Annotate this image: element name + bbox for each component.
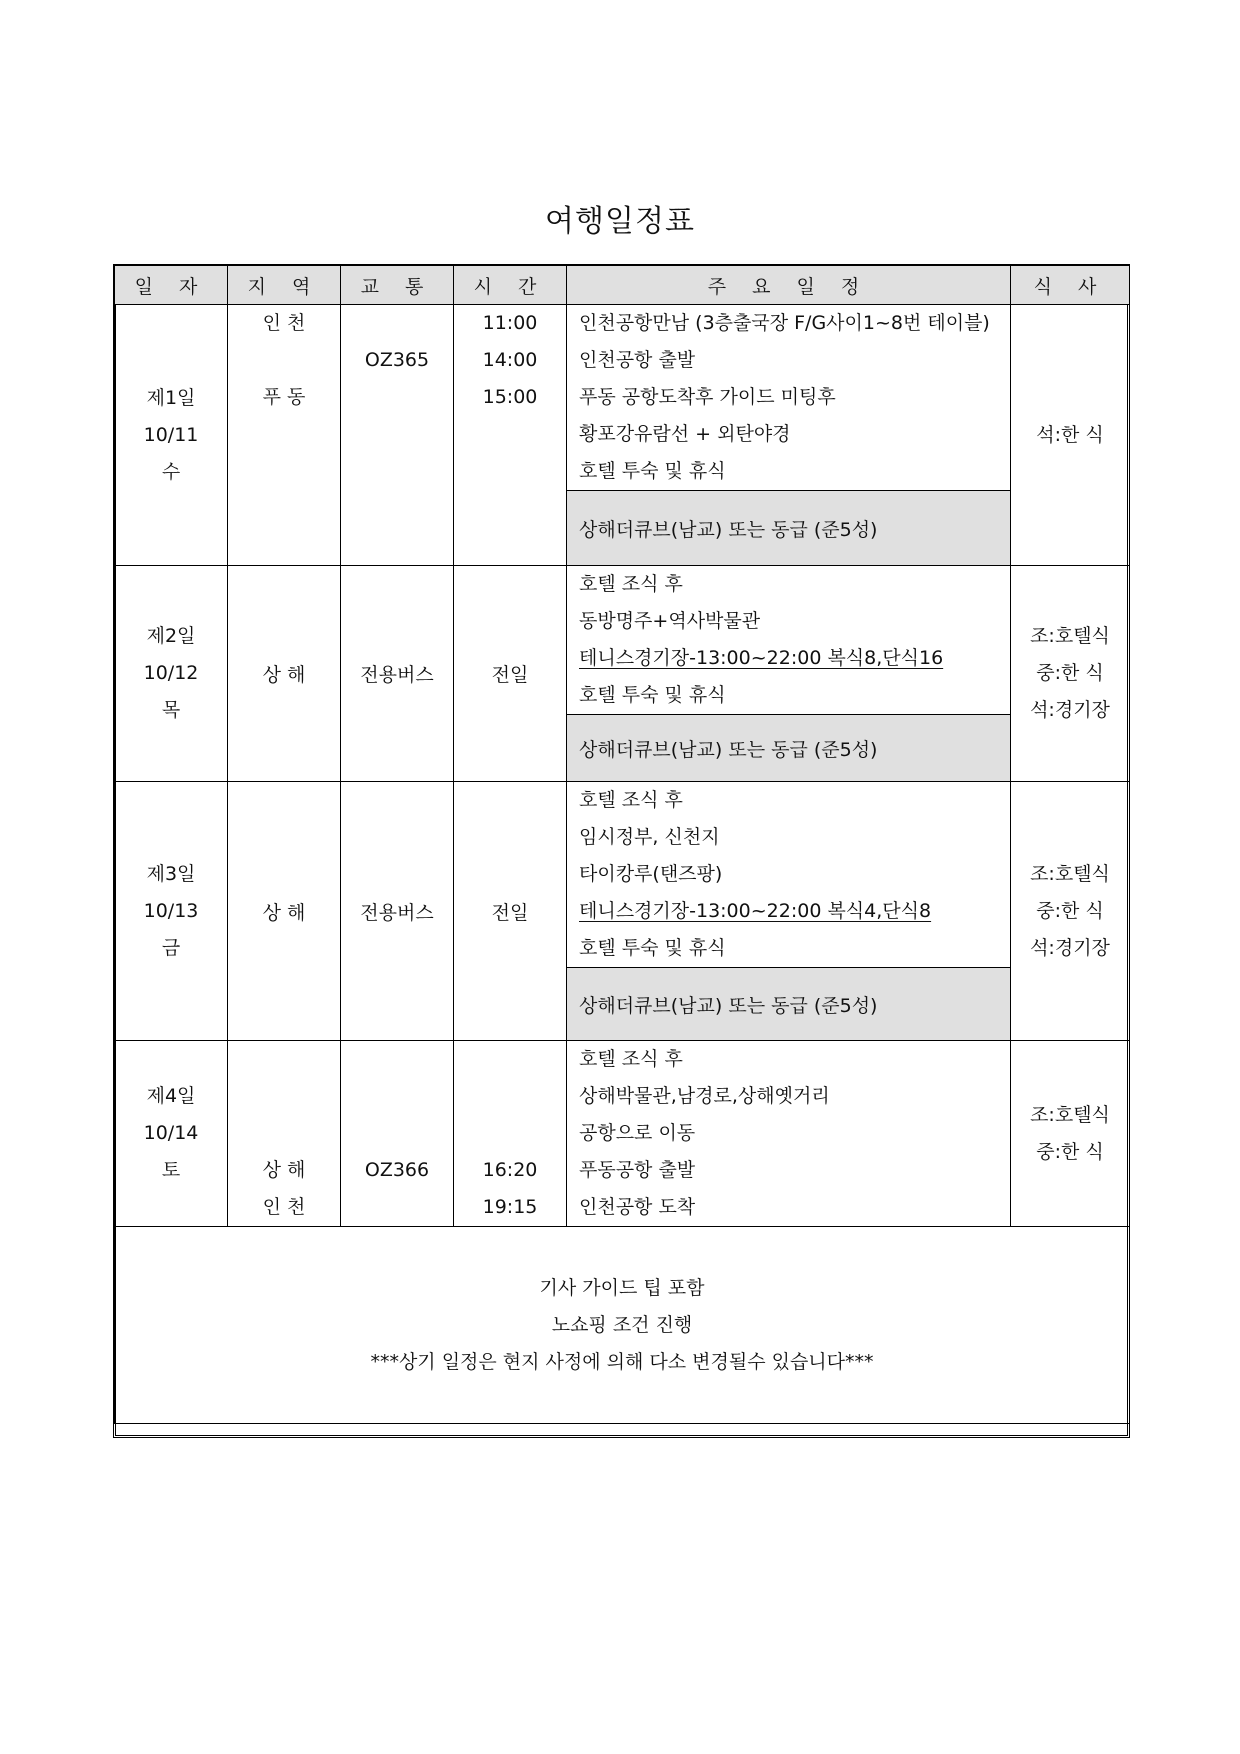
day-4-date: 10/14 xyxy=(143,1122,199,1144)
day-4-label: 제4일 xyxy=(146,1085,196,1107)
day-2-meals-cell xyxy=(1011,566,1130,782)
day-4-meal: 중:한 식 xyxy=(1036,1141,1104,1163)
day-1-time-1: 11:00 xyxy=(482,312,538,334)
footer-note-shopping: 노쇼핑 조건 진행 xyxy=(551,1313,693,1336)
day-1-transport-2: OZ365 xyxy=(364,349,430,371)
day-2-item: 호텔 조식 후 xyxy=(579,573,683,595)
day-1-region-1: 인 천 xyxy=(262,312,306,334)
day-4-item: 인천공항 도착 xyxy=(579,1196,696,1218)
day-4-time-cell xyxy=(454,1041,567,1227)
day-4-schedule-cell xyxy=(567,1041,1011,1227)
day-4-item: 호텔 조식 후 xyxy=(579,1048,683,1070)
day-2-date: 10/12 xyxy=(143,662,199,684)
day-2-transport: 전용버스 xyxy=(341,566,454,782)
day-3-date: 10/13 xyxy=(143,899,199,922)
day-2-row xyxy=(115,566,1130,715)
day-3-meal: 석:경기장 xyxy=(1030,936,1110,959)
day-3-item: 테니스경기장-13:00~22:00 복식4,단식8 xyxy=(579,900,932,922)
day-3-item: 타이캉루(탠즈팡) xyxy=(579,863,723,885)
day-1-weekday: 수 xyxy=(161,460,181,483)
day-4-time-1: 16:20 xyxy=(482,1159,538,1181)
day-1-transport-1 xyxy=(341,305,453,342)
footer-note-disclaimer: ***상기 일정은 현지 사정에 의해 다소 변경될수 있습니다*** xyxy=(370,1350,874,1373)
day-3-label: 제3일 xyxy=(146,862,196,885)
day-3-item: 호텔 투숙 및 휴식 xyxy=(579,937,726,959)
day-4-transport-cell xyxy=(341,1041,454,1227)
day-2-schedule-cell xyxy=(567,566,1011,715)
day-4-item: 상해박물관,남경로,상해옛거리 xyxy=(579,1085,830,1107)
day-4-time-2: 19:15 xyxy=(482,1196,538,1218)
day-1-region-2 xyxy=(228,342,340,379)
day-1-transport-cell xyxy=(341,305,454,566)
header-date: 일 자 xyxy=(115,266,228,305)
day-3-date-cell xyxy=(115,782,228,1041)
day-3-region: 상 해 xyxy=(228,782,341,1041)
day-2-meal: 석:경기장 xyxy=(1030,699,1110,721)
day-1-date: 10/11 xyxy=(143,423,199,446)
day-3-item: 호텔 조식 후 xyxy=(579,789,683,811)
day-1-schedule-cell xyxy=(567,305,1011,491)
header-row xyxy=(115,266,1130,305)
day-2-item: 호텔 투숙 및 휴식 xyxy=(579,684,726,706)
day-3-meal: 중:한 식 xyxy=(1036,899,1104,922)
page-title: 여행일정표 xyxy=(545,204,695,239)
day-2-label: 제2일 xyxy=(146,625,196,647)
day-1-item: 인천공항만남 (3층출국장 F/G사이1~8번 테이블) xyxy=(579,312,990,334)
day-3-transport: 전용버스 xyxy=(341,782,454,1041)
day-1-region-3: 푸 동 xyxy=(262,386,306,408)
header-schedule: 주 요 일 정 xyxy=(567,266,1011,305)
day-4-item: 공항으로 이동 xyxy=(579,1122,696,1144)
footer-note-tips: 기사 가이드 팁 포함 xyxy=(539,1276,705,1299)
day-3-item: 임시정부, 신천지 xyxy=(579,826,720,848)
day-2-hotel: 상해더큐브(남교) 또는 동급 (준5성) xyxy=(567,715,1011,782)
day-1-item: 인천공항 출발 xyxy=(579,349,696,371)
day-3-row xyxy=(115,782,1130,968)
day-4-date-cell xyxy=(115,1041,228,1227)
day-3-meals-cell xyxy=(1011,782,1130,1041)
day-2-meal: 중:한 식 xyxy=(1036,662,1104,684)
header-time: 시 간 xyxy=(454,266,567,305)
day-3-schedule-cell xyxy=(567,782,1011,968)
header-transport: 교 통 xyxy=(341,266,454,305)
day-1-meals-cell xyxy=(1011,305,1130,566)
itinerary-table xyxy=(114,265,1130,1424)
day-4-transport: OZ366 xyxy=(364,1159,430,1181)
day-1-hotel: 상해더큐브(남교) 또는 동급 (준5성) xyxy=(567,491,1011,566)
day-4-row xyxy=(115,1041,1130,1227)
day-1-time-cell xyxy=(454,305,567,566)
day-2-item: 동방명주+역사박물관 xyxy=(579,610,761,632)
day-4-item: 푸동공항 출발 xyxy=(579,1159,696,1181)
day-4-region-cell xyxy=(228,1041,341,1227)
day-2-meal: 조:호텔식 xyxy=(1030,625,1110,647)
day-1-item: 푸동 공항도착후 가이드 미팅후 xyxy=(579,386,836,408)
footer-notes xyxy=(115,1227,1130,1424)
day-2-date-cell xyxy=(115,566,228,782)
header-region: 지 역 xyxy=(228,266,341,305)
day-1-time-2: 14:00 xyxy=(482,349,538,371)
header-meals: 식 사 xyxy=(1011,266,1130,305)
day-1-label: 제1일 xyxy=(146,386,196,409)
day-1-region-cell xyxy=(228,305,341,566)
day-1-item: 호텔 투숙 및 휴식 xyxy=(579,460,726,482)
day-1-meal: 석:한 식 xyxy=(1036,423,1104,446)
day-1-date-cell xyxy=(115,305,228,566)
day-4-meals-cell xyxy=(1011,1041,1130,1227)
footer-row xyxy=(115,1227,1130,1424)
day-2-item: 테니스경기장-13:00~22:00 복식8,단식16 xyxy=(579,647,944,669)
day-2-time: 전일 xyxy=(454,566,567,782)
day-4-meal: 조:호텔식 xyxy=(1030,1104,1110,1126)
day-3-time: 전일 xyxy=(454,782,567,1041)
day-3-weekday: 금 xyxy=(161,936,181,959)
day-1-item: 황포강유람선 + 외탄야경 xyxy=(579,423,791,445)
day-3-hotel: 상해더큐브(남교) 또는 동급 (준5성) xyxy=(567,968,1011,1041)
day-4-region-1: 상 해 xyxy=(262,1159,306,1181)
day-2-region: 상 해 xyxy=(228,566,341,782)
day-1-time-3: 15:00 xyxy=(482,386,538,408)
day-4-region-2: 인 천 xyxy=(262,1196,306,1218)
day-4-weekday: 토 xyxy=(161,1159,181,1181)
day-2-weekday: 목 xyxy=(161,699,181,721)
day-1-row xyxy=(115,305,1130,491)
day-3-meal: 조:호텔식 xyxy=(1030,862,1110,885)
